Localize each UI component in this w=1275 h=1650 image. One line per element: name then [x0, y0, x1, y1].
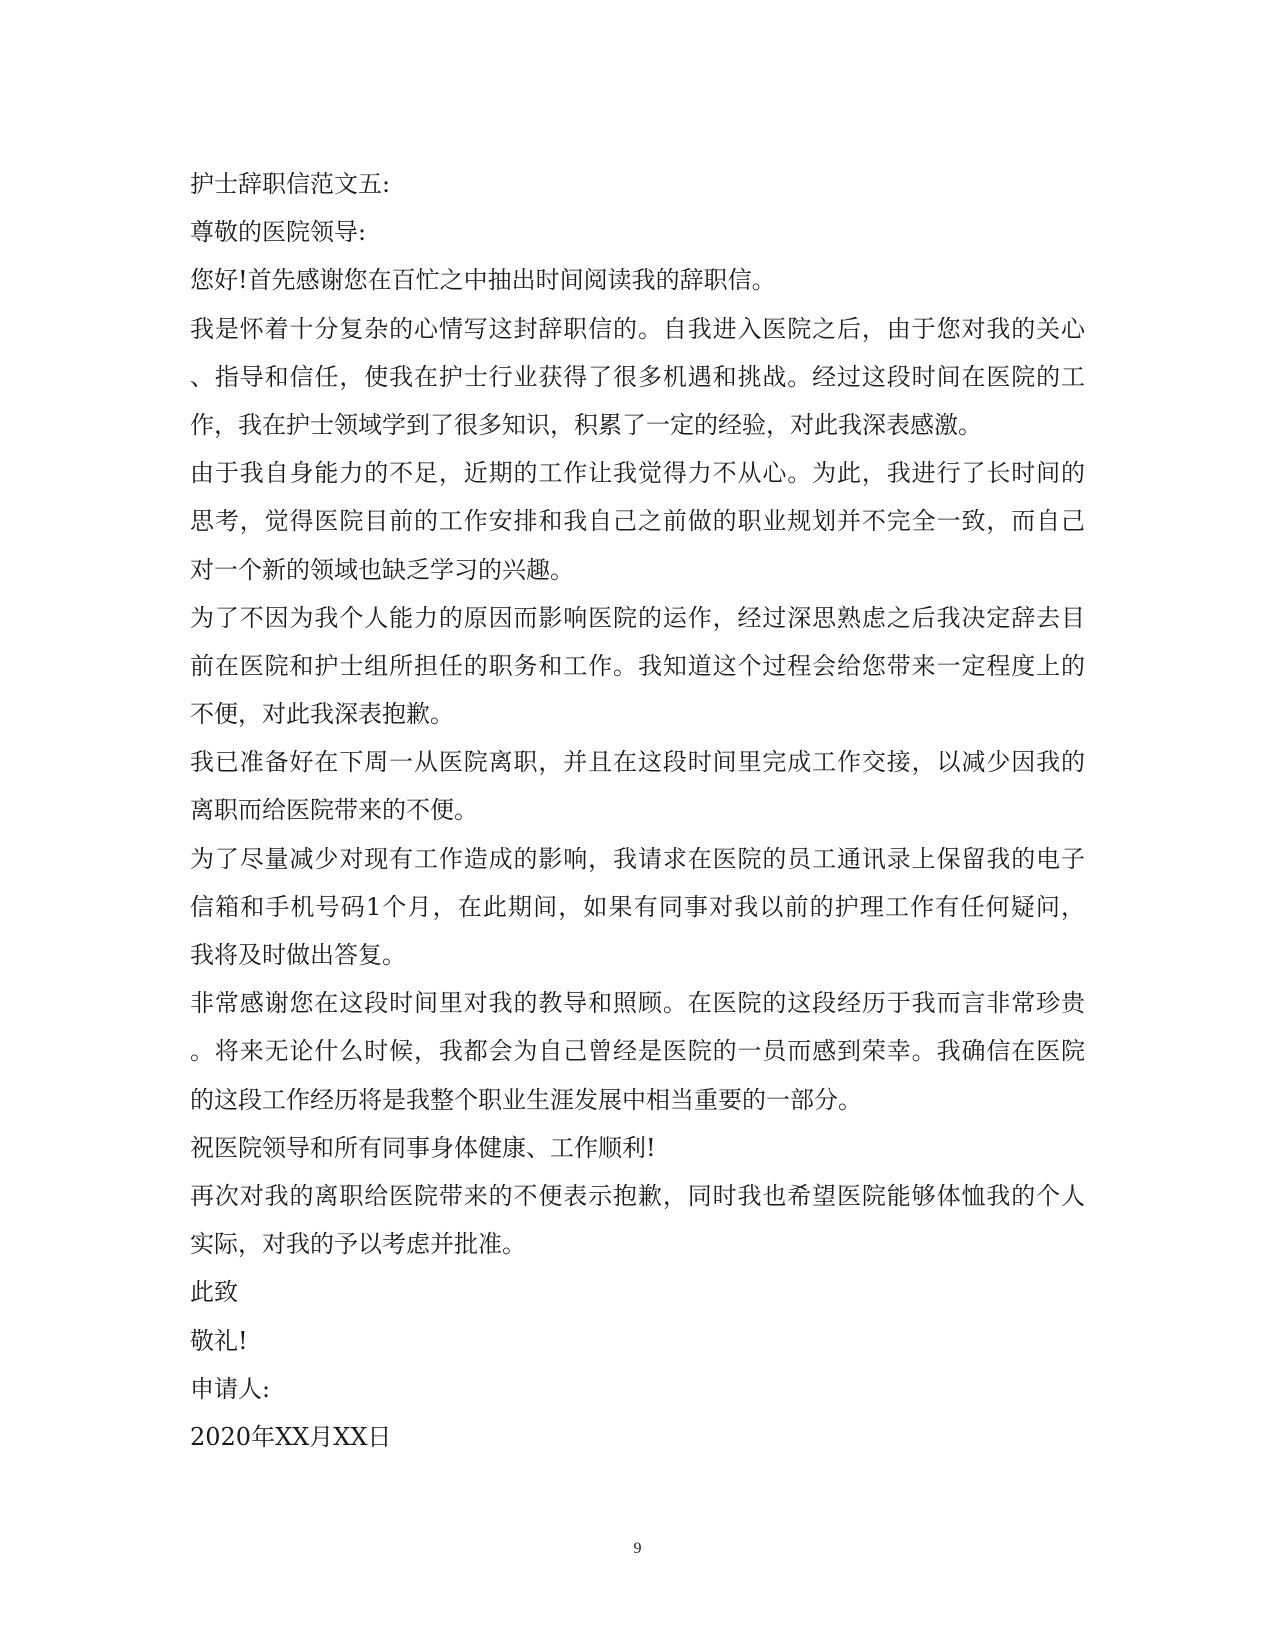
- text-line: 由于我自身能力的不足，近期的工作让我觉得力不从心。为此，我进行了长时间的: [190, 459, 1085, 488]
- text-line: 再次对我的离职给医院带来的不便表示抱歉，同时我也希望医院能够体恤我的个人: [190, 1181, 1085, 1210]
- text-line: 为了不因为我个人能力的原因而影响医院的运作，经过深思熟虑之后我决定辞去目: [190, 603, 1085, 632]
- text-line: 离职而给医院带来的不便。: [190, 796, 478, 825]
- text-line: 护士辞职信范文五:: [190, 170, 391, 198]
- text-line: 为了尽量减少对现有工作造成的影响，我请求在医院的员工通讯录上保留我的电子: [190, 844, 1085, 873]
- text-line: 、指导和信任，使我在护士行业获得了很多机遇和挑战。经过这段时间在医院的工: [190, 362, 1085, 391]
- text-line: 信箱和手机号码1个月，在此期间，如果有同事对我以前的护理工作有任何疑问，: [190, 892, 1085, 921]
- text-line: 对一个新的领域也缺乏学习的兴趣。: [190, 555, 574, 584]
- text-line: 祝医院领导和所有同事身体健康、工作顺利!: [190, 1133, 656, 1162]
- text-line: 2020年XX月XX日: [190, 1422, 392, 1451]
- text-line: 思考，觉得医院目前的工作安排和我自己之前做的职业规划并不完全一致，而自己: [190, 507, 1085, 536]
- text-line: 。将来无论什么时候，我都会为自己曾经是医院的一员而感到荣幸。我确信在医院: [190, 1037, 1085, 1066]
- text-line: 我已准备好在下周一从医院离职，并且在这段时间里完成工作交接，以减少因我的: [190, 748, 1085, 777]
- text-line: 尊敬的医院领导:: [190, 218, 367, 247]
- text-line: 您好!首先感谢您在百忙之中抽出时间阅读我的辞职信。: [190, 266, 776, 295]
- text-line: 我将及时做出答复。: [190, 941, 406, 969]
- text-line: 的这段工作经历将是我整个职业生涯发展中相当重要的一部分。: [190, 1085, 862, 1114]
- text-line: 此致: [190, 1278, 238, 1307]
- text-line: 作，我在护士领域学到了很多知识，积累了一定的经验，对此我深表感激。: [190, 410, 982, 439]
- letter-body: [190, 160, 1085, 1461]
- text-line: 前在医院和护士组所担任的职务和工作。我知道这个过程会给您带来一定程度上的: [190, 651, 1085, 680]
- text-line: 申请人:: [190, 1374, 271, 1403]
- text-line: 不便，对此我深表抱歉。: [190, 700, 454, 729]
- text-line: 我是怀着十分复杂的心情写这封辞职信的。自我进入医院之后，由于您对我的关心: [190, 314, 1085, 343]
- text-line: 非常感谢您在这段时间里对我的教导和照顾。在医院的这段经历于我而言非常珍贵: [190, 989, 1085, 1018]
- page-number: 9: [633, 1540, 642, 1557]
- text-line: 实际，对我的予以考虑并批准。: [190, 1230, 526, 1259]
- text-line: 敬礼!: [190, 1326, 248, 1355]
